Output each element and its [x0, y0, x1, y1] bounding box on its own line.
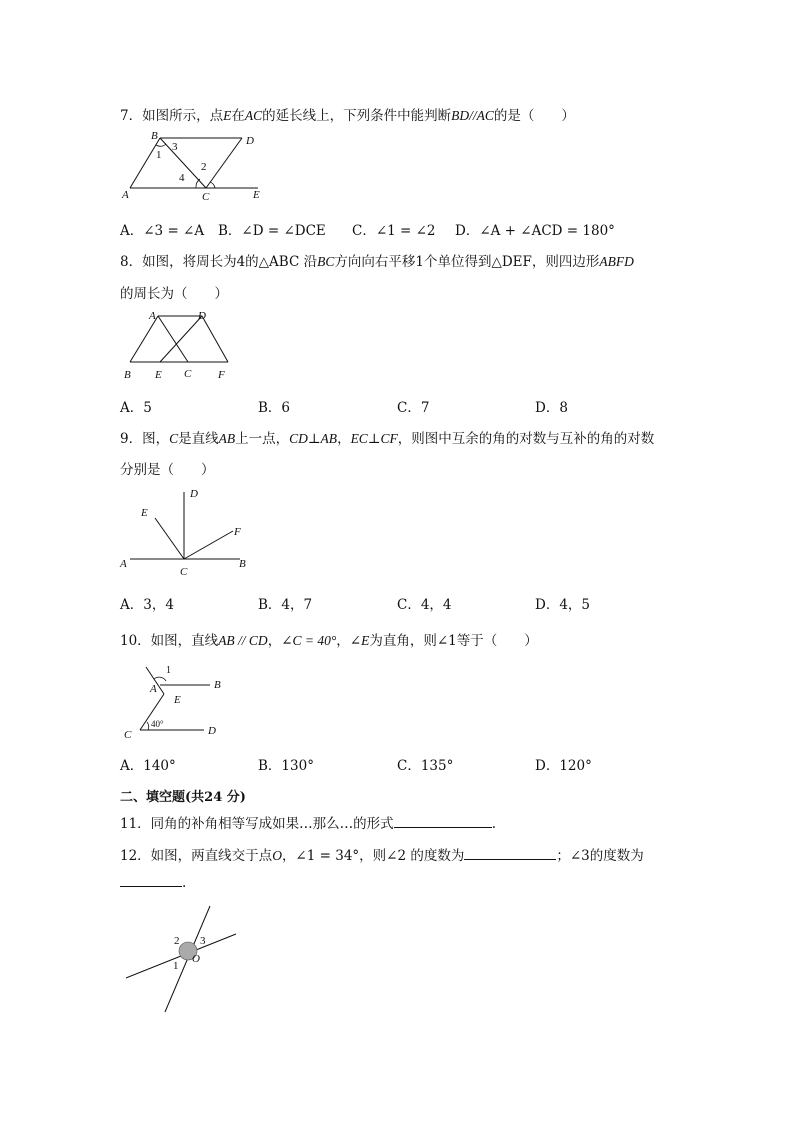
q12-figure	[118, 900, 248, 1020]
q7-angle-2: 2	[201, 161, 207, 173]
q9-option-a[interactable]: A．3，4	[120, 597, 174, 613]
q12-label-O: O	[192, 953, 200, 965]
q9-label-C: C	[180, 566, 188, 578]
q9-option-c[interactable]: C．4，4	[397, 597, 452, 613]
q7-option-c[interactable]: C．∠1 = ∠2	[352, 223, 436, 239]
q8-stem: 8．如图，将周长为4的△ABC 沿BC方向向右平移1个单位得到△DEF，则四边形ABFD	[120, 254, 634, 270]
q9-label-E: E	[141, 507, 148, 519]
q7-label-A: A	[122, 189, 129, 201]
q9-label-F: F	[234, 526, 241, 538]
q9-option-b[interactable]: B．4，7	[258, 597, 313, 613]
q8-label-A: A	[149, 310, 156, 322]
q10-option-b[interactable]: B．130°	[258, 758, 314, 774]
q7-angle-3: 3	[172, 141, 178, 153]
q8-option-b[interactable]: B．6	[258, 400, 291, 416]
q10-option-d[interactable]: D．120°	[535, 758, 592, 774]
q10-figure	[118, 660, 228, 744]
q8-label-F: F	[218, 369, 225, 381]
q9-stem-cont: 分别是（ ）	[120, 462, 215, 478]
q10-angle-40: 40°	[151, 719, 164, 729]
q8-label-D: D	[198, 310, 206, 322]
q10-option-a[interactable]: A．140°	[120, 758, 176, 774]
q8-option-c[interactable]: C．7	[397, 400, 430, 416]
q10-label-E: E	[174, 694, 181, 706]
q7-label-C: C	[202, 191, 210, 203]
q9-label-A: A	[120, 558, 127, 570]
q12-angle-2: 2	[174, 935, 180, 947]
section-title: 二、填空题(共24 分)	[120, 790, 246, 805]
q7-label-D: D	[246, 135, 254, 147]
q8-label-B: B	[124, 369, 131, 381]
q10-stem: 10．如图，直线AB // CD，∠C = 40°，∠E为直角，则∠1等于（ ）	[120, 633, 538, 649]
q7-label-B: B	[151, 130, 158, 142]
q9-stem: 9．图，C是直线AB上一点，CD⊥AB，EC⊥CF，则图中互余的角的对数与互补的角的对数	[120, 431, 655, 447]
q7-angle-4: 4	[179, 172, 185, 184]
q7-figure	[118, 128, 278, 208]
q12-stem: 12．如图，两直线交于点O，∠1 = 34°，则∠2 的度数为 ；∠3的度数为	[120, 848, 644, 864]
q9-figure	[118, 486, 258, 578]
q10-option-c[interactable]: C．135°	[397, 758, 454, 774]
q8-stem-cont: 的周长为（ ）	[120, 286, 228, 302]
q7-option-d[interactable]: D．∠A + ∠ACD = 180°	[455, 223, 615, 239]
q12-answer-blank-2[interactable]	[120, 874, 182, 887]
q10-angle-1: 1	[166, 665, 171, 676]
q8-option-a[interactable]: A．5	[120, 400, 152, 416]
q9-option-d[interactable]: D．4，5	[535, 597, 591, 613]
q10-label-B: B	[214, 679, 221, 691]
q7-option-b[interactable]: B．∠D = ∠DCE	[218, 223, 326, 239]
q8-label-C: C	[184, 368, 192, 380]
q8-option-d[interactable]: D．8	[535, 400, 568, 416]
q9-label-B: B	[239, 558, 246, 570]
q11-stem: 11．同角的补角相等写成如果…那么…的形式 .	[120, 816, 496, 832]
q8-label-E: E	[155, 369, 162, 381]
q7-option-a[interactable]: A．∠3 = ∠A	[120, 223, 205, 239]
q12-angle-3: 3	[200, 935, 206, 947]
q8-figure	[118, 308, 248, 384]
q10-label-D: D	[208, 725, 216, 737]
q7-stem: 7．如图所示，点E在AC的延长线上，下列条件中能判断BD//AC的是（ ）	[120, 108, 575, 124]
q12-angle-1: 1	[173, 960, 179, 972]
q9-label-D: D	[190, 488, 198, 500]
q10-label-A: A	[150, 683, 157, 695]
q7-angle-1: 1	[156, 149, 162, 161]
q11-answer-blank[interactable]	[394, 815, 492, 828]
q7-label-E: E	[253, 189, 260, 201]
q10-label-C: C	[124, 729, 132, 741]
q12-answer-blank-1[interactable]	[464, 847, 556, 860]
q12-stem-cont: .	[120, 874, 186, 891]
